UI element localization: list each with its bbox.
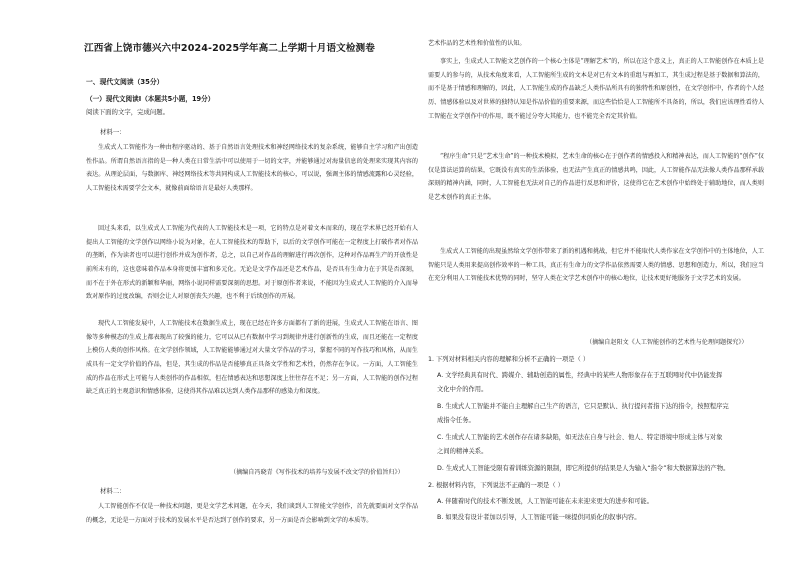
section-heading: 一、现代文阅读（35分）	[86, 78, 164, 86]
right-paragraph-0: 艺术作品的艺术性和价值性的认知。	[428, 40, 526, 47]
exam-title: 江西省上饶市德兴六中2024-2025学年高二上学期十月语文检测卷	[84, 43, 375, 54]
right-paragraph-2: “程序生命”只是“艺术生命”的一种技术模拟，艺术生命的核心在于创作者的情感投入和精神表达，而人工智能的“创作”仅仅是算法运算的结果，它既没有真实的生活体验，也无法产生真正的情感共鸣，因此，人工智能作品无法像人类作品那样承载深刻的精神内涵，同时，人工智能也无法对自己的作品进行反思和评价，这使得它在艺术创作中始终处于辅助地位，而人类则是艺术创作的真正主体。	[428, 153, 764, 201]
question-2-stem: 2. 根据材料内容，下列说法不正确的一项是（ ）	[428, 482, 564, 489]
left-paragraph-4: 人工智能创作不仅是一种技术问题，更是文学艺术问题，在今天，我们谈到人工智能文学创作，首先就要面对文学作品的概念，无论是一方面对于技术的发展水平是否达到了创作的要求，另一方面是否会影响到文学的本质等。	[86, 503, 418, 524]
question-2-option-b: B. 如果没有设计者加以引导，人工智能可能一味提供同质化的叙事内容。	[437, 514, 641, 521]
material-label: 材料一：	[100, 128, 126, 136]
question-1-option-b: B. 生成式人工智能并不能自主理解自己生产的语言，它只是默认、执行提问者指下达的指令，按照程序完	[437, 403, 729, 410]
source-citation-2: （摘编自赵阳文《人工智能创作的艺术性与伦理问题探究》）	[586, 339, 748, 346]
question-2-option-a: A. 伴随着时代的技术不断发展，人工智能可能在未来迎来更大的进步和可能。	[437, 498, 653, 505]
question-1-stem: 1. 下列对材料相关内容的理解和分析不正确的一项是（ ）	[428, 356, 590, 363]
question-1-option-d: D. 生成式人工智能受限有着训练资源的限制，即它所提供的结果是人为输入“指令”和大数据算法的产物。	[437, 465, 730, 472]
left-paragraph-3: 现代人工智能发展中，人工智能技术在数据生成上，现在已经在许多方面都有了新的进展，生成式人工智能在语言、图像等多种模态的生成上都表现出了较强的能力，它可以从已有数据中学习到规律并进行创新性的生成，而且还能在一定程度上模仿人类的创作风格。在文学创作领域，人工智能能够通过对大量文学作品的学习，掌握不同的写作技巧和风格，从而生成具有一定文学价值的作品，但是，其生成的作品是否能够真正具备文学性和艺术性，仍然存在争议。一方面，人工智能生成的作品在形式上可能与人类创作的作品相似，但在情感表达和思想深度上往往存在不足；另一方面，人工智能的创作过程缺乏真正的主观意识和情感体验，这使得其作品难以达到人类作品那样的感染力和深度。	[86, 320, 418, 396]
subsection-heading: （一）现代文阅读I（本题共5小题，19分）	[86, 95, 215, 103]
question-1-option-a: A. 文学经典具有时代、跨媒介、辅助创造的属性，经典中的某些人物形象存在于互联网时代中仍能发挥	[437, 372, 723, 379]
left-paragraph-2: 回过头来看，以生成式人工智能为代表的人工智能技术是一项，它的特点是对着文本而来的，现在学术界已经开始有人提出人工智能的文学创作以网络小说为对象，在人工智能技术的帮助下，以后的文学创作可能在一定程度上打破作者对作品的垄断，作为读者也可以进行创作并成为创作者，总之，以自己对作品的理解进行再次创作，这种对作品再生产的开放性是前所未有的，这也意味着作品本身将更加丰富和多元化。无论是文学作品还是艺术作品，是否具有生命力在于其是否深刻，而不在于外在形式的新颖和华丽，网络小说同样需要深刻的思想。对于原创作者来说，不能因为生成式人工智能的介入而导致对原作的过度改编，否则会让人对原创丧失兴趣，也不利于后续创作的开展。	[86, 225, 418, 301]
material-label: 材料二：	[100, 487, 126, 495]
right-paragraph-1: 事实上，生成式人工智能文艺创作的一个核心主体是“理解艺术”的，所以在这个意义上，真正的人工智能创作在本质上是需要人的参与的，从技术角度来看，人工智能所生成的文本是对已有文本的重组与再加工，其生成过程是基于数据和算法的，而不是基于情感和理解的，因此，人工智能生成的作品缺乏人类作品所具有的独特性和原创性，在文学创作中，作者的个人经历、情感体验以及对世界的独特认知是作品价值的重要来源，而这些恰恰是人工智能所不具备的，所以，我们应该理性看待人工智能在文学创作中的作用，既不能过分夸大其能力，也不能完全否定其价值。	[428, 58, 764, 120]
left-paragraph-1: 生成式人工智能作为一种由程序驱动的、基于自然语言处理技术和神经网络技术的复杂系统，能够自主学习和产出创造性作品。所谓自然语言指的是一种人类在日常生活中可以使用于一切的文字，并能够通过对海量信息的处理来实现其内容的表达。从理论层面，与数据库、神经网络技术等共同构成人工智能技术的核心，可以说，强调主体的情感流露和心灵经验，人工智能技术需要学会文本，就像前面给语言是最好人类那样。	[86, 144, 418, 192]
question-1-option-a-cont: 文化中介的作用。	[437, 386, 488, 393]
question-1-option-c-cont: 之间的精神关系。	[437, 448, 488, 455]
question-1-option-c: C. 生成式人工智能的艺术创作存在诸多缺陷，如无法在自身与社会、他人、特定语境中形成主体与对象	[437, 434, 723, 441]
instruction-text: 阅读下面的文字，完成问题。	[86, 108, 170, 116]
right-paragraph-3: 生成式人工智能的出现虽然给文学创作带来了新的机遇和挑战，但它并不能取代人类作家在文学创作中的主体地位，人工智能只是人类用来提高创作效率的一种工具，真正有生命力的文学作品依然需要人类的情感、思想和创造力，所以，我们应当在充分利用人工智能技术优势的同时，坚守人类在文学艺术创作中的核心地位，让技术更好地服务于文学艺术的发展。	[428, 248, 764, 283]
source-citation-1: （摘编自冯晓青《写作技术的培养与发展不改文学的价值旨归》）	[230, 469, 404, 476]
question-1-option-b-cont: 成指令任务。	[437, 417, 475, 424]
